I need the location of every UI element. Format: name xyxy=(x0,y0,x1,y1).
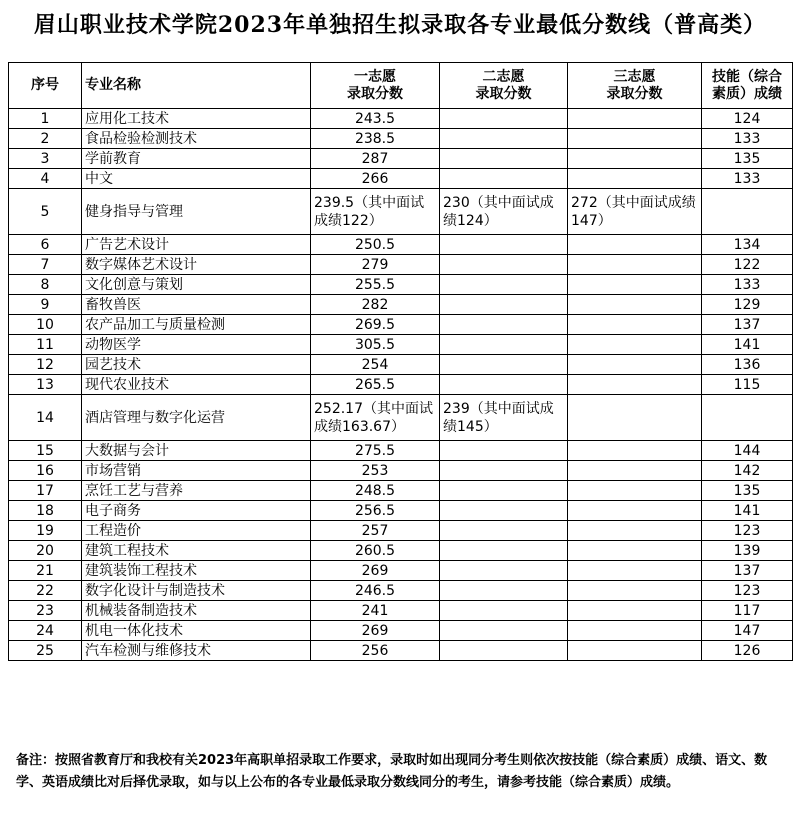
cell-name: 建筑工程技术 xyxy=(82,541,311,561)
cell-name: 工程造价 xyxy=(82,521,311,541)
cell-no: 14 xyxy=(9,395,82,441)
cell-name: 数字化设计与制造技术 xyxy=(82,581,311,601)
cell-first-choice: 257 xyxy=(311,521,440,541)
cell-second-choice xyxy=(440,441,568,461)
table-row xyxy=(9,395,793,441)
cell-third-choice xyxy=(568,581,702,601)
cell-first-choice: 253 xyxy=(311,461,440,481)
cell-third-choice xyxy=(568,255,702,275)
cell-second-choice xyxy=(440,481,568,501)
cell-first-choice: 254 xyxy=(311,355,440,375)
cell-skill-score: 117 xyxy=(702,601,793,621)
table-row xyxy=(9,461,793,481)
table-row xyxy=(9,541,793,561)
cell-third-choice: 272（其中面试成绩147） xyxy=(568,189,702,235)
cell-skill-score: 135 xyxy=(702,481,793,501)
cell-third-choice xyxy=(568,149,702,169)
cell-first-choice: 266 xyxy=(311,169,440,189)
cell-third-choice xyxy=(568,295,702,315)
footnote: 备注：按照省教育厅和我校有关2023年高职单招录取工作要求，录取时如出现同分考生则依次按技能（综合素质）成绩、语文、数学、英语成绩比对后择优录取，如与以上公布的各专业最低录取分数线同分的考生，请参考技能（综合素质）成绩。 xyxy=(16,753,768,790)
cell-skill-score xyxy=(702,189,793,235)
cell-no: 24 xyxy=(9,621,82,641)
cell-no: 19 xyxy=(9,521,82,541)
cell-skill-score: 123 xyxy=(702,521,793,541)
cell-skill-score: 137 xyxy=(702,561,793,581)
cell-first-choice: 241 xyxy=(311,601,440,621)
cell-second-choice xyxy=(440,235,568,255)
cell-no: 4 xyxy=(9,169,82,189)
cell-third-choice xyxy=(568,375,702,395)
cell-third-choice xyxy=(568,501,702,521)
header-skill: 技能（综合 素质）成绩 xyxy=(702,63,793,109)
table-row xyxy=(9,295,793,315)
cell-name: 机械装备制造技术 xyxy=(82,601,311,621)
cell-no: 16 xyxy=(9,461,82,481)
cell-second-choice: 230（其中面试成绩124） xyxy=(440,189,568,235)
cell-first-choice: 246.5 xyxy=(311,581,440,601)
cell-name: 中文 xyxy=(82,169,311,189)
cell-third-choice xyxy=(568,129,702,149)
cell-second-choice xyxy=(440,129,568,149)
cell-name: 汽车检测与维修技术 xyxy=(82,641,311,661)
cell-first-choice: 279 xyxy=(311,255,440,275)
cell-skill-score: 139 xyxy=(702,541,793,561)
table-row xyxy=(9,109,793,129)
cell-name: 广告艺术设计 xyxy=(82,235,311,255)
cell-second-choice xyxy=(440,335,568,355)
cell-name: 市场营销 xyxy=(82,461,311,481)
cell-no: 11 xyxy=(9,335,82,355)
cell-skill-score: 142 xyxy=(702,461,793,481)
table-row xyxy=(9,275,793,295)
cell-first-choice: 239.5（其中面试成绩122） xyxy=(311,189,440,235)
cell-second-choice xyxy=(440,601,568,621)
cell-no: 9 xyxy=(9,295,82,315)
cell-third-choice xyxy=(568,461,702,481)
cell-no: 22 xyxy=(9,581,82,601)
table-row xyxy=(9,315,793,335)
table-row xyxy=(9,641,793,661)
table-row xyxy=(9,375,793,395)
cell-third-choice xyxy=(568,235,702,255)
cell-first-choice: 255.5 xyxy=(311,275,440,295)
cell-second-choice xyxy=(440,275,568,295)
cell-first-choice: 256 xyxy=(311,641,440,661)
cell-third-choice xyxy=(568,521,702,541)
cell-first-choice: 243.5 xyxy=(311,109,440,129)
cell-name: 文化创意与策划 xyxy=(82,275,311,295)
cell-skill-score xyxy=(702,395,793,441)
cell-no: 18 xyxy=(9,501,82,521)
cell-skill-score: 135 xyxy=(702,149,793,169)
cell-third-choice xyxy=(568,169,702,189)
cell-no: 15 xyxy=(9,441,82,461)
cell-first-choice: 256.5 xyxy=(311,501,440,521)
cell-skill-score: 133 xyxy=(702,275,793,295)
cell-second-choice xyxy=(440,521,568,541)
cell-name: 现代农业技术 xyxy=(82,375,311,395)
table-row xyxy=(9,581,793,601)
table-row xyxy=(9,501,793,521)
cell-first-choice: 269 xyxy=(311,561,440,581)
cell-name: 烹饪工艺与营养 xyxy=(82,481,311,501)
table-row xyxy=(9,149,793,169)
cell-name: 数字媒体艺术设计 xyxy=(82,255,311,275)
cell-first-choice: 260.5 xyxy=(311,541,440,561)
cell-first-choice: 287 xyxy=(311,149,440,169)
cell-name: 健身指导与管理 xyxy=(82,189,311,235)
cell-name: 电子商务 xyxy=(82,501,311,521)
header-third: 三志愿 录取分数 xyxy=(568,63,702,109)
cell-name: 建筑装饰工程技术 xyxy=(82,561,311,581)
cell-skill-score: 123 xyxy=(702,581,793,601)
table-row xyxy=(9,561,793,581)
cell-skill-score: 115 xyxy=(702,375,793,395)
cell-second-choice xyxy=(440,355,568,375)
cell-no: 1 xyxy=(9,109,82,129)
cell-third-choice xyxy=(568,601,702,621)
cell-skill-score: 133 xyxy=(702,169,793,189)
cell-third-choice xyxy=(568,441,702,461)
cell-third-choice xyxy=(568,395,702,441)
cell-first-choice: 282 xyxy=(311,295,440,315)
cell-second-choice xyxy=(440,255,568,275)
table-row xyxy=(9,335,793,355)
cell-third-choice xyxy=(568,355,702,375)
cell-no: 20 xyxy=(9,541,82,561)
cell-no: 7 xyxy=(9,255,82,275)
cell-skill-score: 126 xyxy=(702,641,793,661)
cell-skill-score: 141 xyxy=(702,335,793,355)
cell-second-choice xyxy=(440,461,568,481)
cell-skill-score: 129 xyxy=(702,295,793,315)
cell-no: 12 xyxy=(9,355,82,375)
cell-second-choice xyxy=(440,375,568,395)
cell-name: 应用化工技术 xyxy=(82,109,311,129)
cell-no: 10 xyxy=(9,315,82,335)
cell-no: 5 xyxy=(9,189,82,235)
cell-name: 园艺技术 xyxy=(82,355,311,375)
cell-skill-score: 144 xyxy=(702,441,793,461)
cell-no: 21 xyxy=(9,561,82,581)
table-body xyxy=(9,109,793,661)
cell-third-choice xyxy=(568,641,702,661)
cell-first-choice: 305.5 xyxy=(311,335,440,355)
cell-name: 动物医学 xyxy=(82,335,311,355)
table-row xyxy=(9,255,793,275)
table-row xyxy=(9,235,793,255)
table-row xyxy=(9,169,793,189)
cell-third-choice xyxy=(568,561,702,581)
table-row xyxy=(9,129,793,149)
cell-no: 2 xyxy=(9,129,82,149)
cell-no: 13 xyxy=(9,375,82,395)
cell-first-choice: 252.17（其中面试成绩163.67） xyxy=(311,395,440,441)
cell-no: 25 xyxy=(9,641,82,661)
cell-skill-score: 134 xyxy=(702,235,793,255)
cell-second-choice xyxy=(440,581,568,601)
cell-first-choice: 248.5 xyxy=(311,481,440,501)
table-row xyxy=(9,481,793,501)
page-title: 眉山职业技术学院2023年单独招生拟录取各专业最低分数线（普高类） xyxy=(33,12,767,38)
cell-skill-score: 147 xyxy=(702,621,793,641)
cell-third-choice xyxy=(568,315,702,335)
table-row xyxy=(9,441,793,461)
cell-second-choice xyxy=(440,561,568,581)
cell-second-choice: 239（其中面试成绩145） xyxy=(440,395,568,441)
cell-name: 酒店管理与数字化运营 xyxy=(82,395,311,441)
cell-name: 畜牧兽医 xyxy=(82,295,311,315)
cell-name: 学前教育 xyxy=(82,149,311,169)
cell-skill-score: 122 xyxy=(702,255,793,275)
cell-first-choice: 269.5 xyxy=(311,315,440,335)
cell-name: 大数据与会计 xyxy=(82,441,311,461)
cell-name: 农产品加工与质量检测 xyxy=(82,315,311,335)
cell-third-choice xyxy=(568,621,702,641)
cell-second-choice xyxy=(440,315,568,335)
cell-first-choice: 238.5 xyxy=(311,129,440,149)
header-first: 一志愿 录取分数 xyxy=(311,63,440,109)
cell-first-choice: 250.5 xyxy=(311,235,440,255)
cell-second-choice xyxy=(440,295,568,315)
cell-third-choice xyxy=(568,541,702,561)
table-row xyxy=(9,621,793,641)
cell-no: 8 xyxy=(9,275,82,295)
cell-first-choice: 269 xyxy=(311,621,440,641)
cell-second-choice xyxy=(440,541,568,561)
cell-second-choice xyxy=(440,641,568,661)
cell-first-choice: 275.5 xyxy=(311,441,440,461)
cell-third-choice xyxy=(568,275,702,295)
cell-skill-score: 133 xyxy=(702,129,793,149)
cell-name: 食品检验检测技术 xyxy=(82,129,311,149)
table-row xyxy=(9,521,793,541)
table-row xyxy=(9,189,793,235)
cell-no: 23 xyxy=(9,601,82,621)
table-row xyxy=(9,601,793,621)
cell-third-choice xyxy=(568,335,702,355)
header-name: 专业名称 xyxy=(82,63,311,109)
cell-skill-score: 141 xyxy=(702,501,793,521)
cell-second-choice xyxy=(440,149,568,169)
cell-no: 17 xyxy=(9,481,82,501)
cell-second-choice xyxy=(440,621,568,641)
cell-second-choice xyxy=(440,109,568,129)
cell-first-choice: 265.5 xyxy=(311,375,440,395)
header-no: 序号 xyxy=(9,63,82,109)
cell-skill-score: 136 xyxy=(702,355,793,375)
header-second: 二志愿 录取分数 xyxy=(440,63,568,109)
table-row xyxy=(9,355,793,375)
cell-skill-score: 124 xyxy=(702,109,793,129)
cell-second-choice xyxy=(440,501,568,521)
header-row xyxy=(9,63,793,109)
cell-no: 6 xyxy=(9,235,82,255)
cell-second-choice xyxy=(440,169,568,189)
cell-third-choice xyxy=(568,481,702,501)
score-table xyxy=(8,62,793,661)
cell-no: 3 xyxy=(9,149,82,169)
cell-skill-score: 137 xyxy=(702,315,793,335)
cell-third-choice xyxy=(568,109,702,129)
cell-name: 机电一体化技术 xyxy=(82,621,311,641)
